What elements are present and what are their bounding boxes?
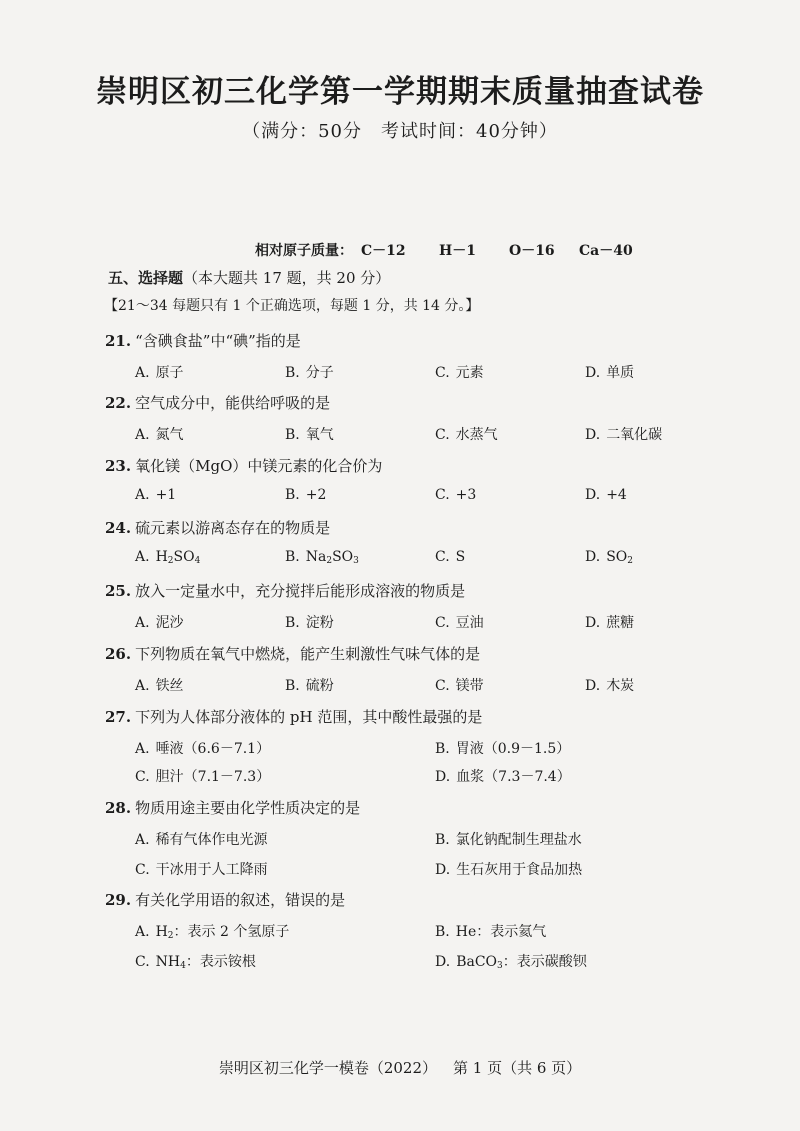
question-number: 26. [105,645,132,663]
question-stem: 物质用途主要由化学性质决定的是 [135,799,361,817]
exam-subtitle: （满分：50分 考试时间：40分钟） [242,121,558,142]
footer-page-number: 第 1 页（共 6 页） [453,1059,582,1077]
option-c: C. 元素 [435,365,484,381]
option-a: A. 原子 [135,365,184,381]
question-stem: “含碘食盐”中“碘”指的是 [135,332,301,350]
option-d: D. $SO_2$ [585,549,633,566]
atomic-mass-ca: Ca－40 [579,243,633,259]
section-instruction: 【21～34 每题只有 1 个正确选项，每题 1 分，共 14 分。】 [104,298,480,314]
question-number: 22. [105,394,132,412]
option-d: D. 血浆（7.3－7.4） [435,769,571,785]
atomic-mass-o: O－16 [509,243,555,259]
question-27 [105,706,705,788]
question-number: 29. [105,891,132,909]
option-b: B. 硫粉 [285,678,334,694]
option-c: C. S [435,549,466,565]
question-24 [105,517,705,571]
question-29 [105,889,705,971]
question-28 [105,797,705,879]
atomic-mass-h: H－1 [439,243,476,259]
question-23 [105,455,705,509]
section-heading [108,267,390,288]
option-b: B. 氧气 [285,427,334,443]
section-note: （本大题共 17 题，共 20 分） [183,269,391,287]
option-c: C. 胆汁（7.1－7.3） [135,769,271,785]
option-d: D. +4 [585,487,627,503]
option-a: A. 泥沙 [135,615,184,631]
question-stem: 氧化镁（MgO）中镁元素的化合价为 [135,457,383,475]
option-b: B. +2 [285,487,327,503]
option-c: C. 水蒸气 [435,427,498,443]
option-a: A. +1 [135,487,177,503]
option-a: A. $H_2$：表示 2 个氢原子 [135,924,290,941]
atomic-mass-c: C－12 [361,243,406,259]
question-number: 23. [105,457,132,475]
atomic-masses [255,240,633,260]
question-stem: 下列物质在氧气中燃烧，能产生刺激性气味气体的是 [135,645,481,663]
footer-exam-name: 崇明区初三化学一模卷（2022） [218,1059,437,1077]
question-stem: 空气成分中，能供给呼吸的是 [135,394,331,412]
option-a: A. 唾液（6.6－7.1） [135,741,271,757]
option-a: A. 铁丝 [135,678,184,694]
question-stem: 放入一定量水中，充分搅拌后能形成溶液的物质是 [135,582,466,600]
option-d: D. 生石灰用于食品加热 [435,862,583,878]
question-22 [105,392,705,446]
question-number: 28. [105,799,132,817]
question-stem: 下列为人体部分液体的 pH 范围，其中酸性最强的是 [135,708,483,726]
option-a: A. 稀有气体作电光源 [135,832,268,848]
option-c: C. 干冰用于人工降雨 [135,862,268,878]
option-d: D. 木炭 [585,678,635,694]
option-d: D. 单质 [585,365,635,381]
question-number: 25. [105,582,132,600]
option-c: C. 豆油 [435,615,484,631]
question-stem: 有关化学用语的叙述，错误的是 [135,891,346,909]
section-title: 五、选择题 [108,269,184,287]
option-b: B. 淀粉 [285,615,334,631]
option-b: B. $Na_2SO_3$ [285,549,359,566]
question-26 [105,643,705,697]
option-b: B. 分子 [285,365,334,381]
option-a: A. $H_2SO_4$ [135,549,201,566]
page-footer [0,1057,800,1078]
option-b: B. 氯化钠配制生理盐水 [435,832,582,848]
option-d: D. BaCO$_3$：表示碳酸钡 [435,954,587,971]
option-c: C. $NH_4$：表示铵根 [135,954,256,971]
option-d: D. 蔗糖 [585,615,635,631]
option-d: D. 二氧化碳 [585,427,663,443]
option-a: A. 氮气 [135,427,184,443]
option-b: B. He：表示氦气 [435,924,547,940]
question-number: 27. [105,708,132,726]
question-stem: 硫元素以游离态存在的物质是 [135,519,331,537]
exam-title: 崇明区初三化学第一学期期末质量抽查试卷 [96,74,704,110]
question-number: 21. [105,332,132,350]
question-number: 24. [105,519,132,537]
question-21 [105,330,705,384]
atomic-masses-label: 相对原子质量： [255,243,353,259]
option-c: C. +3 [435,487,477,503]
option-c: C. 镁带 [435,678,484,694]
question-25 [105,580,705,634]
option-b: B. 胃液（0.9－1.5） [435,741,571,757]
